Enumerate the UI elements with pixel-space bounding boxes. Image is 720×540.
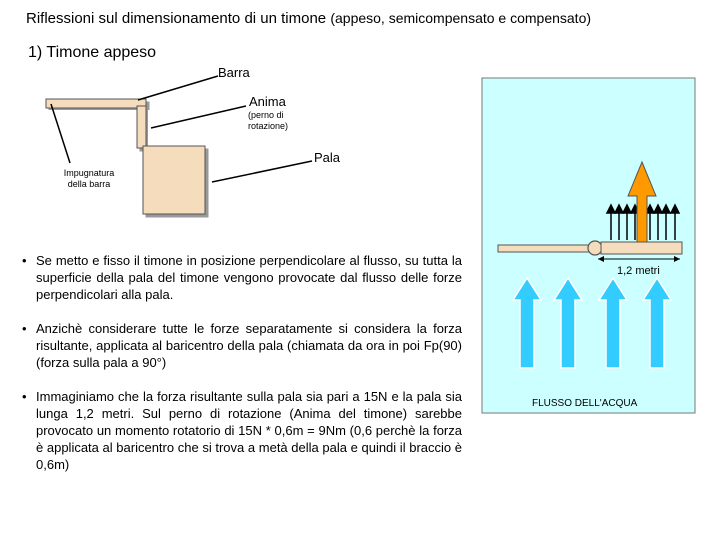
title-sub: (appeso, semicompensato e compensato) bbox=[330, 10, 592, 26]
anima-shaft bbox=[137, 106, 146, 148]
impugnatura-label: Impugnatura della barra bbox=[63, 168, 115, 189]
tiller-bar bbox=[498, 245, 590, 252]
flow-label: FLUSSO DELL'ACQUA bbox=[532, 398, 638, 409]
pivot-circle bbox=[588, 241, 602, 255]
section-heading: 1) Timone appeso bbox=[28, 44, 157, 61]
water-diagram bbox=[482, 78, 695, 413]
bullet-text: Immaginiamo che la forza risultante sulla pala sia pari a 15N e la pala sia lunga 1,2 metri. Sul perno di rotazione (Anima del timone) sarebbe provocato un momento rotatorio di 15N * 0,6m = 9Nm (0,6 perchè la forza è applicata al baricentro che si trova a metà della pala e quindi il braccio è 0,6m) bbox=[36, 389, 462, 472]
bullet-text: Se metto e fisso il timone in posizione perpendicolare al flusso, su tutta la superficie della pala del timone vengono provocate dal flusso delle forze perpendicolari alla pala. bbox=[36, 253, 462, 302]
perno-label: (perno di rotazione) bbox=[248, 110, 289, 131]
title-main: Riflessioni sul dimensionamento di un timone bbox=[26, 10, 327, 27]
bullet-marker: • bbox=[22, 389, 27, 404]
pala-pointer bbox=[212, 161, 312, 182]
length-label: 1,2 metri bbox=[617, 265, 660, 277]
barra-pointer bbox=[138, 76, 218, 100]
anima-pointer bbox=[151, 106, 246, 128]
blade bbox=[601, 242, 682, 254]
bullet-marker: • bbox=[22, 253, 27, 268]
bullet-text: Anzichè considerare tutte le forze separatamente si considera la forza risultante, applicata al baricentro della pala (chiamata da ora in poi Fp(90) (forza sulla pala a 90°) bbox=[36, 321, 462, 370]
barra-bar bbox=[46, 99, 146, 108]
barra-label: Barra bbox=[218, 65, 250, 80]
bullet-marker: • bbox=[22, 321, 27, 336]
pala-blade bbox=[143, 146, 205, 214]
anima-label: Anima bbox=[249, 94, 286, 109]
impugnatura-pointer bbox=[51, 104, 70, 163]
pala-label: Pala bbox=[314, 150, 341, 165]
